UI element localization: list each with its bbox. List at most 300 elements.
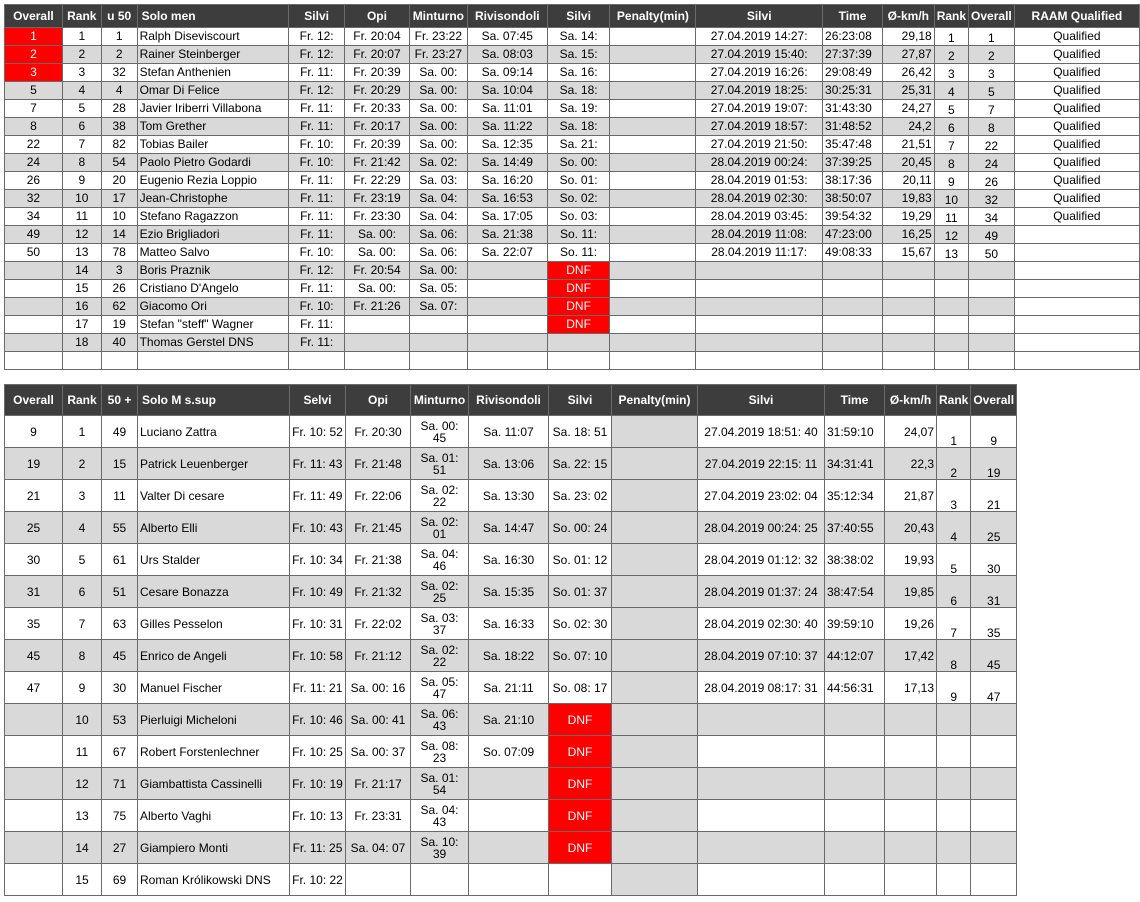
cell-time: [823, 298, 883, 316]
cell-minturno: [409, 316, 467, 334]
cell-rank: 5: [63, 544, 102, 576]
cell-rider-name: Enrico de Angeli: [138, 640, 290, 672]
cell-silvi-finish: Sa. 21:: [547, 136, 610, 154]
cell-rank: 3: [62, 64, 101, 82]
cell-minturno: Sa. 01: 51: [411, 448, 469, 480]
cell-overall: [5, 316, 63, 334]
cell-penalty: [612, 512, 698, 544]
cell-speed: 20,43: [885, 512, 937, 544]
cell-time: [825, 832, 885, 864]
cell-overall-right: [969, 316, 1015, 334]
cell-speed: [882, 334, 934, 352]
cell-overall-right: [969, 298, 1015, 316]
cell-overall: 3: [5, 64, 63, 82]
cell-rank-right: [937, 800, 971, 832]
cell-silvi-start: Fr. 11:: [289, 190, 345, 208]
cell-start-number: 38: [101, 118, 137, 136]
cell-finish-datetime: 28.04.2019 07:10: 37: [698, 640, 825, 672]
cell-finish-datetime: 27.04.2019 18:51: 40: [698, 416, 825, 448]
cell-rank-right: [934, 298, 968, 316]
cell-time: 39:59:10: [825, 608, 885, 640]
cell-rider-name: Giambattista Cassinelli: [138, 768, 290, 800]
cell-silvi-start: Fr. 11:: [289, 172, 345, 190]
header-penalty: Penalty(min): [612, 385, 698, 416]
cell-rider-name: Giacomo Ori: [137, 298, 289, 316]
cell-finish-datetime: [698, 768, 825, 800]
cell-empty: [696, 352, 823, 370]
cell-speed: 19,29: [882, 208, 934, 226]
cell-rank-right: [937, 832, 971, 864]
cell-overall-right: 21: [971, 480, 1017, 512]
cell-finish-datetime: [698, 864, 825, 896]
table-row: [5, 190, 1140, 208]
cell-time: [825, 704, 885, 736]
cell-overall-right: [971, 832, 1017, 864]
table-row: [5, 118, 1140, 136]
cell-finish-datetime: 28.04.2019 11:17:: [696, 244, 823, 262]
cell-speed: 20,11: [882, 172, 934, 190]
cell-speed: 19,26: [885, 608, 937, 640]
cell-silvi-start: Fr. 11: 43: [290, 448, 346, 480]
cell-rider-name: Gilles Pesselon: [138, 608, 290, 640]
cell-rank: 14: [62, 262, 101, 280]
cell-overall-right: [969, 262, 1015, 280]
table-row: [5, 154, 1140, 172]
cell-start-number: 20: [101, 172, 137, 190]
table-row: [5, 262, 1140, 280]
cell-opi: Fr. 20:33: [345, 100, 410, 118]
cell-time: 35:12:34: [825, 480, 885, 512]
cell-rider-name: Tobias Bailer: [137, 136, 289, 154]
cell-rivisondoli: [469, 768, 549, 800]
cell-rivisondoli: Sa. 13:30: [469, 480, 549, 512]
table-header-row: [5, 385, 1017, 416]
cell-rider-name: Patrick Leuenberger: [138, 448, 290, 480]
cell-time: [825, 800, 885, 832]
cell-rank: 10: [62, 190, 101, 208]
cell-silvi-finish: DNF: [549, 800, 612, 832]
cell-silvi-finish: So. 00:: [547, 154, 610, 172]
cell-opi: Fr. 20:17: [345, 118, 410, 136]
cell-silvi-finish: So. 02: 30: [549, 608, 612, 640]
cell-rank: 14: [63, 832, 102, 864]
cell-raam-qualified: [1014, 226, 1139, 244]
cell-rider-name: Alberto Elli: [138, 512, 290, 544]
cell-rank-right: 1: [934, 28, 968, 46]
cell-penalty: [612, 704, 698, 736]
header-opi: Opi: [346, 385, 411, 416]
cell-silvi-finish: So. 02:: [547, 190, 610, 208]
cell-silvi-start: Fr. 10: 46: [290, 704, 346, 736]
cell-finish-datetime: 28.04.2019 00:24: 25: [698, 512, 825, 544]
cell-minturno: Sa. 02: 25: [411, 576, 469, 608]
table-row: [5, 608, 1017, 640]
cell-minturno: Sa. 07:: [409, 298, 467, 316]
cell-silvi-start: Fr. 10: 58: [290, 640, 346, 672]
cell-finish-datetime: 28.04.2019 00:24:: [696, 154, 823, 172]
cell-penalty: [610, 154, 696, 172]
header-start-number: u 50: [101, 5, 137, 28]
cell-minturno: Sa. 08: 23: [411, 736, 469, 768]
cell-minturno: [411, 864, 469, 896]
cell-silvi-start: Fr. 10: 31: [290, 608, 346, 640]
cell-rank: 16: [62, 298, 101, 316]
cell-rider-name: Cristiano D'Angelo: [137, 280, 289, 298]
cell-minturno: Sa. 02: 22: [411, 640, 469, 672]
cell-finish-datetime: 28.04.2019 01:37: 24: [698, 576, 825, 608]
cell-raam-qualified: Qualified: [1014, 82, 1139, 100]
table-row: [5, 480, 1017, 512]
cell-silvi-start: Fr. 11:: [289, 280, 345, 298]
cell-rank-right: 5: [937, 544, 971, 576]
cell-time: [825, 864, 885, 896]
cell-rank-right: 3: [934, 64, 968, 82]
cell-finish-datetime: 28.04.2019 11:08:: [696, 226, 823, 244]
cell-rank-right: 5: [934, 100, 968, 118]
table-row: [5, 864, 1017, 896]
cell-rank-right: [937, 864, 971, 896]
cell-minturno: Sa. 00:: [409, 100, 467, 118]
cell-opi: Fr. 21:17: [346, 768, 411, 800]
cell-start-number: 63: [102, 608, 138, 640]
cell-rivisondoli: Sa. 12:35: [467, 136, 547, 154]
cell-opi: Fr. 21:38: [346, 544, 411, 576]
cell-rider-name: Rainer Steinberger: [137, 46, 289, 64]
cell-rivisondoli: Sa. 10:04: [467, 82, 547, 100]
cell-time: 37:40:55: [825, 512, 885, 544]
cell-empty: [882, 352, 934, 370]
cell-minturno: Fr. 23:22: [409, 28, 467, 46]
cell-minturno: Sa. 00:: [409, 82, 467, 100]
cell-opi: Fr. 21:48: [346, 448, 411, 480]
table-row: [5, 244, 1140, 262]
cell-rivisondoli: [467, 334, 547, 352]
cell-time: 31:48:52: [823, 118, 883, 136]
cell-silvi-start: Fr. 11: 25: [290, 832, 346, 864]
cell-overall-right: 1: [969, 28, 1015, 46]
cell-empty: [547, 352, 610, 370]
cell-rivisondoli: Sa. 16:53: [467, 190, 547, 208]
cell-overall: 26: [5, 172, 63, 190]
cell-rank-right: 7: [934, 136, 968, 154]
cell-empty: [823, 352, 883, 370]
cell-time: 44:56:31: [825, 672, 885, 704]
cell-start-number: 30: [102, 672, 138, 704]
cell-overall: [5, 864, 63, 896]
cell-rider-name: Omar Di Felice: [137, 82, 289, 100]
cell-time: 39:54:32: [823, 208, 883, 226]
cell-silvi-start: Fr. 10:: [289, 298, 345, 316]
cell-rank-right: 4: [937, 512, 971, 544]
cell-penalty: [610, 298, 696, 316]
cell-time: [823, 334, 883, 352]
cell-overall: 35: [5, 608, 63, 640]
cell-overall: 22: [5, 136, 63, 154]
cell-raam-qualified: Qualified: [1014, 136, 1139, 154]
cell-penalty: [610, 28, 696, 46]
cell-rank: 4: [62, 82, 101, 100]
cell-empty: [409, 352, 467, 370]
cell-finish-datetime: [696, 280, 823, 298]
cell-opi: Fr. 20:04: [345, 28, 410, 46]
cell-rider-name: Matteo Salvo: [137, 244, 289, 262]
table-row: [5, 298, 1140, 316]
cell-silvi-finish: So. 01: 12: [549, 544, 612, 576]
cell-rank: 11: [62, 208, 101, 226]
cell-rivisondoli: [467, 298, 547, 316]
cell-silvi-finish: DNF: [547, 316, 610, 334]
cell-silvi-start: Fr. 12:: [289, 28, 345, 46]
cell-minturno: Sa. 06:: [409, 226, 467, 244]
cell-speed: 24,2: [882, 118, 934, 136]
cell-overall-right: 50: [969, 244, 1015, 262]
cell-silvi-finish: So. 11:: [547, 244, 610, 262]
header-rider-name: Solo M s.sup: [138, 385, 290, 416]
cell-overall-right: 19: [971, 448, 1017, 480]
cell-overall: [5, 832, 63, 864]
cell-finish-datetime: 28.04.2019 01:12: 32: [698, 544, 825, 576]
cell-overall-right: 34: [969, 208, 1015, 226]
cell-speed: 27,87: [882, 46, 934, 64]
cell-rank: 13: [63, 800, 102, 832]
cell-finish-datetime: 28.04.2019 01:53:: [696, 172, 823, 190]
cell-overall-right: [969, 280, 1015, 298]
cell-rider-name: Robert Forstenlechner: [138, 736, 290, 768]
cell-rank: 15: [62, 280, 101, 298]
cell-silvi-finish: So. 07: 10: [549, 640, 612, 672]
cell-rivisondoli: Sa. 14:47: [469, 512, 549, 544]
cell-minturno: Sa. 06:: [409, 244, 467, 262]
table-row: [5, 100, 1140, 118]
cell-finish-datetime: 28.04.2019 03:45:: [696, 208, 823, 226]
cell-speed: 15,67: [882, 244, 934, 262]
cell-rank-right: 3: [937, 480, 971, 512]
cell-overall-right: 47: [971, 672, 1017, 704]
cell-rivisondoli: [467, 262, 547, 280]
cell-speed: 29,18: [882, 28, 934, 46]
cell-penalty: [610, 100, 696, 118]
cell-opi: Fr. 22:06: [346, 480, 411, 512]
cell-overall-right: 9: [971, 416, 1017, 448]
cell-speed: [882, 262, 934, 280]
cell-start-number: 32: [101, 64, 137, 82]
cell-finish-datetime: 27.04.2019 18:25:: [696, 82, 823, 100]
cell-rank-right: 2: [937, 448, 971, 480]
cell-opi: Fr. 21:32: [346, 576, 411, 608]
cell-rivisondoli: Sa. 07:45: [467, 28, 547, 46]
cell-speed: 17,13: [885, 672, 937, 704]
cell-rank: 18: [62, 334, 101, 352]
cell-rank-right: 6: [934, 118, 968, 136]
cell-speed: [885, 864, 937, 896]
cell-silvi-finish: So. 03:: [547, 208, 610, 226]
cell-start-number: 53: [102, 704, 138, 736]
cell-time: 26:23:08: [823, 28, 883, 46]
cell-start-number: 4: [101, 82, 137, 100]
cell-speed: 19,93: [885, 544, 937, 576]
cell-silvi-start: Fr. 10: 22: [290, 864, 346, 896]
cell-finish-datetime: 27.04.2019 18:57:: [696, 118, 823, 136]
cell-time: [825, 768, 885, 800]
cell-start-number: 10: [101, 208, 137, 226]
cell-rank: 2: [62, 46, 101, 64]
cell-rank: 12: [63, 768, 102, 800]
cell-silvi-finish: DNF: [547, 280, 610, 298]
cell-rank-right: 8: [934, 154, 968, 172]
cell-time: 38:47:54: [825, 576, 885, 608]
cell-speed: [885, 832, 937, 864]
cell-rivisondoli: Sa. 08:03: [467, 46, 547, 64]
cell-rank-right: 9: [937, 672, 971, 704]
cell-rank: 6: [62, 118, 101, 136]
cell-empty: [969, 352, 1015, 370]
cell-speed: 26,42: [882, 64, 934, 82]
header-rank-right: Rank: [937, 385, 971, 416]
cell-opi: Fr. 21:26: [345, 298, 410, 316]
cell-rivisondoli: [469, 800, 549, 832]
cell-speed: 16,25: [882, 226, 934, 244]
cell-rank: 9: [62, 172, 101, 190]
cell-silvi-start: Fr. 11:: [289, 64, 345, 82]
cell-rivisondoli: Sa. 09:14: [467, 64, 547, 82]
cell-minturno: Sa. 00:: [409, 64, 467, 82]
cell-speed: 19,83: [882, 190, 934, 208]
cell-penalty: [610, 118, 696, 136]
cell-rider-name: Eugenio Rezia Loppio: [137, 172, 289, 190]
cell-overall-right: 32: [969, 190, 1015, 208]
cell-rivisondoli: Sa. 14:49: [467, 154, 547, 172]
cell-empty: [345, 352, 410, 370]
cell-rivisondoli: Sa. 16:20: [467, 172, 547, 190]
cell-rivisondoli: [467, 316, 547, 334]
cell-start-number: 27: [102, 832, 138, 864]
cell-overall-right: 2: [969, 46, 1015, 64]
cell-rivisondoli: Sa. 22:07: [467, 244, 547, 262]
cell-penalty: [610, 226, 696, 244]
cell-penalty: [612, 576, 698, 608]
cell-penalty: [610, 46, 696, 64]
cell-minturno: Sa. 02: 01: [411, 512, 469, 544]
table-row: [5, 736, 1017, 768]
cell-time: 29:08:49: [823, 64, 883, 82]
cell-overall-right: 3: [969, 64, 1015, 82]
cell-speed: 24,07: [885, 416, 937, 448]
cell-minturno: Sa. 04: 46: [411, 544, 469, 576]
cell-finish-datetime: 27.04.2019 22:15: 11: [698, 448, 825, 480]
solo-m-ssup-table: [4, 384, 1017, 896]
cell-time: 49:08:33: [823, 244, 883, 262]
cell-rank: 10: [63, 704, 102, 736]
header-minturno: Minturno: [409, 5, 467, 28]
cell-speed: [885, 704, 937, 736]
table-row: [5, 640, 1017, 672]
cell-penalty: [610, 316, 696, 334]
cell-silvi-finish: Sa. 22: 15: [549, 448, 612, 480]
cell-silvi-start: Fr. 11:: [289, 334, 345, 352]
cell-silvi-finish: [547, 334, 610, 352]
cell-overall: 1: [5, 28, 63, 46]
cell-rank-right: 2: [934, 46, 968, 64]
cell-opi: [346, 864, 411, 896]
cell-opi: Sa. 00:: [345, 280, 410, 298]
cell-speed: 22,3: [885, 448, 937, 480]
cell-finish-datetime: [696, 334, 823, 352]
table-row: [5, 704, 1017, 736]
header-silvi-start: Silvi: [289, 5, 345, 28]
cell-raam-qualified: Qualified: [1014, 64, 1139, 82]
cell-empty: [101, 352, 137, 370]
cell-raam-qualified: Qualified: [1014, 100, 1139, 118]
cell-penalty: [610, 280, 696, 298]
cell-finish-datetime: 28.04.2019 02:30:: [696, 190, 823, 208]
cell-silvi-finish: DNF: [547, 262, 610, 280]
cell-speed: 21,87: [885, 480, 937, 512]
table-row: [5, 172, 1140, 190]
header-raam-qualified: RAAM Qualified: [1014, 5, 1139, 28]
cell-overall-right: 45: [971, 640, 1017, 672]
cell-overall-right: 30: [971, 544, 1017, 576]
cell-rank-right: [937, 704, 971, 736]
cell-rivisondoli: Sa. 18:22: [469, 640, 549, 672]
cell-time: 47:23:00: [823, 226, 883, 244]
cell-rank-right: [934, 334, 968, 352]
cell-overall: [5, 262, 63, 280]
cell-start-number: 67: [102, 736, 138, 768]
cell-overall: [5, 334, 63, 352]
cell-start-number: 14: [101, 226, 137, 244]
cell-minturno: Sa. 04: 43: [411, 800, 469, 832]
header-penalty: Penalty(min): [610, 5, 696, 28]
cell-rider-name: Paolo Pietro Godardi: [137, 154, 289, 172]
cell-opi: Sa. 00: 37: [346, 736, 411, 768]
cell-rank-right: [934, 280, 968, 298]
cell-silvi-finish: Sa. 18:: [547, 82, 610, 100]
cell-silvi-finish: DNF: [549, 832, 612, 864]
cell-rider-name: Stefan "steff" Wagner: [137, 316, 289, 334]
table-row: [5, 416, 1017, 448]
cell-rider-name: Javier Iriberri Villabona: [137, 100, 289, 118]
cell-penalty: [612, 864, 698, 896]
cell-minturno: Sa. 00:: [409, 262, 467, 280]
cell-silvi-start: Fr. 11:: [289, 226, 345, 244]
cell-speed: 20,45: [882, 154, 934, 172]
cell-minturno: Sa. 00:: [409, 118, 467, 136]
cell-start-number: 78: [101, 244, 137, 262]
cell-silvi-start: Fr. 11: 21: [290, 672, 346, 704]
cell-raam-qualified: Qualified: [1014, 46, 1139, 64]
header-rank: Rank: [62, 5, 101, 28]
cell-overall: 49: [5, 226, 63, 244]
cell-overall: 21: [5, 480, 63, 512]
cell-raam-qualified: Qualified: [1014, 118, 1139, 136]
cell-raam-qualified: Qualified: [1014, 154, 1139, 172]
cell-rank: 3: [63, 480, 102, 512]
cell-speed: 21,51: [882, 136, 934, 154]
cell-time: 38:17:36: [823, 172, 883, 190]
cell-overall: 25: [5, 512, 63, 544]
cell-penalty: [610, 208, 696, 226]
cell-opi: Sa. 00:: [345, 244, 410, 262]
cell-silvi-start: Fr. 12:: [289, 262, 345, 280]
cell-time: 37:39:25: [823, 154, 883, 172]
header-rank-right: Rank: [934, 5, 968, 28]
cell-opi: [345, 334, 410, 352]
cell-rider-name: Stefano Ragazzon: [137, 208, 289, 226]
header-rivisondoli: Rivisondoli: [467, 5, 547, 28]
cell-overall-right: 35: [971, 608, 1017, 640]
cell-rank-right: 13: [934, 244, 968, 262]
cell-silvi-finish: So. 01: 37: [549, 576, 612, 608]
